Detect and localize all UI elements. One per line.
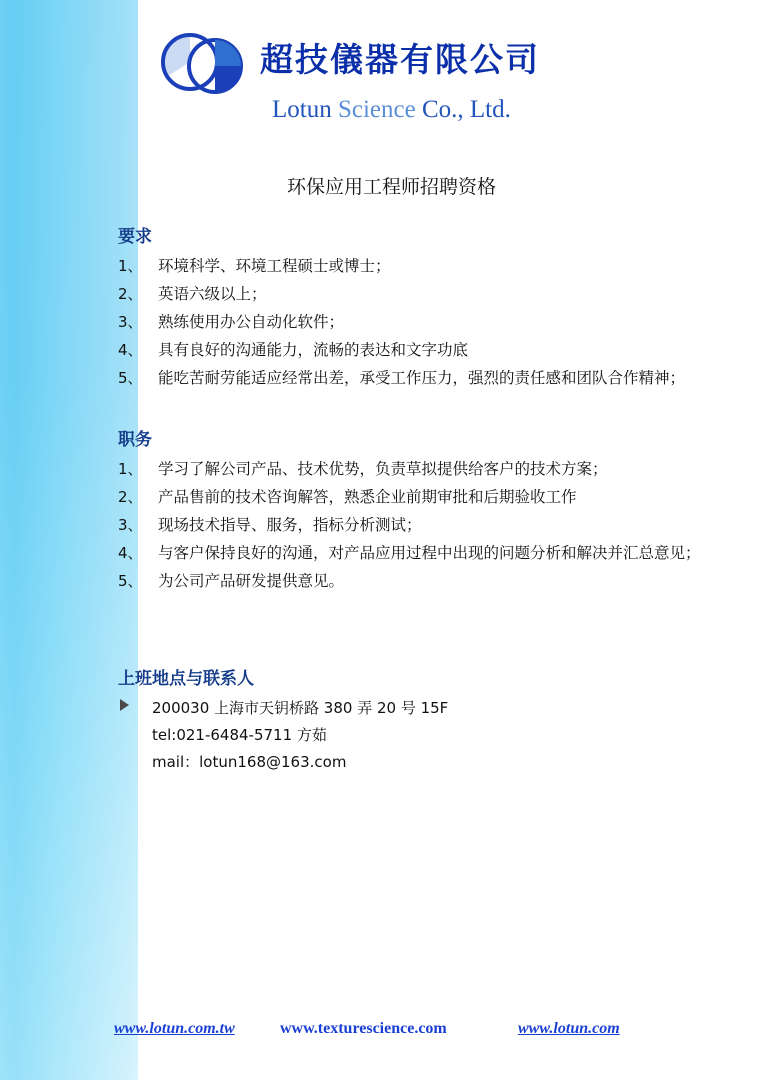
company-en-part2: Science (337, 96, 416, 123)
list-item (118, 456, 738, 482)
list-text: 学习了解公司产品、技术优势，负责草拟提供给客户的技术方案； (158, 460, 608, 478)
section-heading-requirements: 要求 (118, 227, 152, 247)
list-marker: 5、 (118, 572, 143, 590)
contact-block (118, 695, 738, 776)
list-text: 现场技术指导、服务，指标分析测试； (158, 516, 422, 534)
list-item (118, 365, 738, 391)
contact-mail-text: mail：lotun168@163.com (152, 753, 347, 771)
list-text: 产品售前的技术咨询解答，熟悉企业前期审批和后期验收工作 (158, 488, 577, 506)
list-item (118, 484, 738, 510)
company-name-chinese: 超技儀器有限公司 (260, 40, 540, 79)
list-text: 熟练使用办公自动化软件； (158, 313, 345, 331)
list-item (118, 512, 738, 538)
list-item (118, 253, 738, 279)
contact-tel-text: tel:021-6484-5711 方茹 (152, 726, 327, 744)
company-en-part1: Lotun (272, 96, 338, 123)
list-marker: 2、 (118, 285, 143, 303)
footer-links (0, 1020, 763, 1050)
list-text: 英语六级以上； (158, 285, 267, 303)
document-body (118, 222, 738, 776)
list-item (118, 540, 738, 566)
contact-address-text: 200030 上海市天钥桥路 380 弄 20 号 15F (152, 699, 449, 717)
lotun-overlapping-circles-logo (160, 30, 250, 104)
list-item (118, 568, 738, 594)
list-item (118, 281, 738, 307)
list-item (118, 337, 738, 363)
duties-list (118, 456, 738, 594)
list-marker: 1、 (118, 257, 143, 275)
list-marker: 4、 (118, 341, 143, 359)
list-marker: 4、 (118, 544, 143, 562)
footer-link-lotun-com[interactable]: www.lotun.com (518, 1020, 620, 1037)
list-marker: 1、 (118, 460, 143, 478)
list-marker: 3、 (118, 313, 143, 331)
list-text: 为公司产品研发提供意见。 (158, 572, 345, 590)
list-text: 能吃苦耐劳能适应经常出差，承受工作压力，强烈的责任感和团队合作精神； (158, 369, 686, 387)
list-text: 与客户保持良好的沟通，对产品应用过程中出现的问题分析和解决并汇总意见； (158, 544, 701, 562)
company-name-english (272, 96, 511, 124)
letterhead (160, 26, 740, 146)
company-en-part3: Co., Ltd. (415, 96, 511, 123)
list-marker: 2、 (118, 488, 143, 506)
list-text: 具有良好的沟通能力，流畅的表达和文字功底 (158, 341, 469, 359)
list-marker: 5、 (118, 369, 143, 387)
requirements-list (118, 253, 738, 391)
list-text: 环境科学、环境工程硕士或博士； (158, 257, 391, 275)
contact-tel (118, 722, 738, 749)
page-title: 环保应用工程师招聘资格 (286, 176, 496, 198)
footer-link-texturescience[interactable]: www.texturescience.com (280, 1020, 447, 1037)
section-heading-duties: 职务 (118, 430, 152, 450)
contact-mail (118, 749, 738, 776)
list-item (118, 309, 738, 335)
footer-link-lotun-com-tw[interactable]: www.lotun.com.tw (114, 1020, 235, 1037)
triangle-bullet-icon (120, 699, 129, 711)
section-heading-contact: 上班地点与联系人 (118, 669, 254, 689)
contact-address (118, 695, 738, 722)
list-marker: 3、 (118, 516, 143, 534)
